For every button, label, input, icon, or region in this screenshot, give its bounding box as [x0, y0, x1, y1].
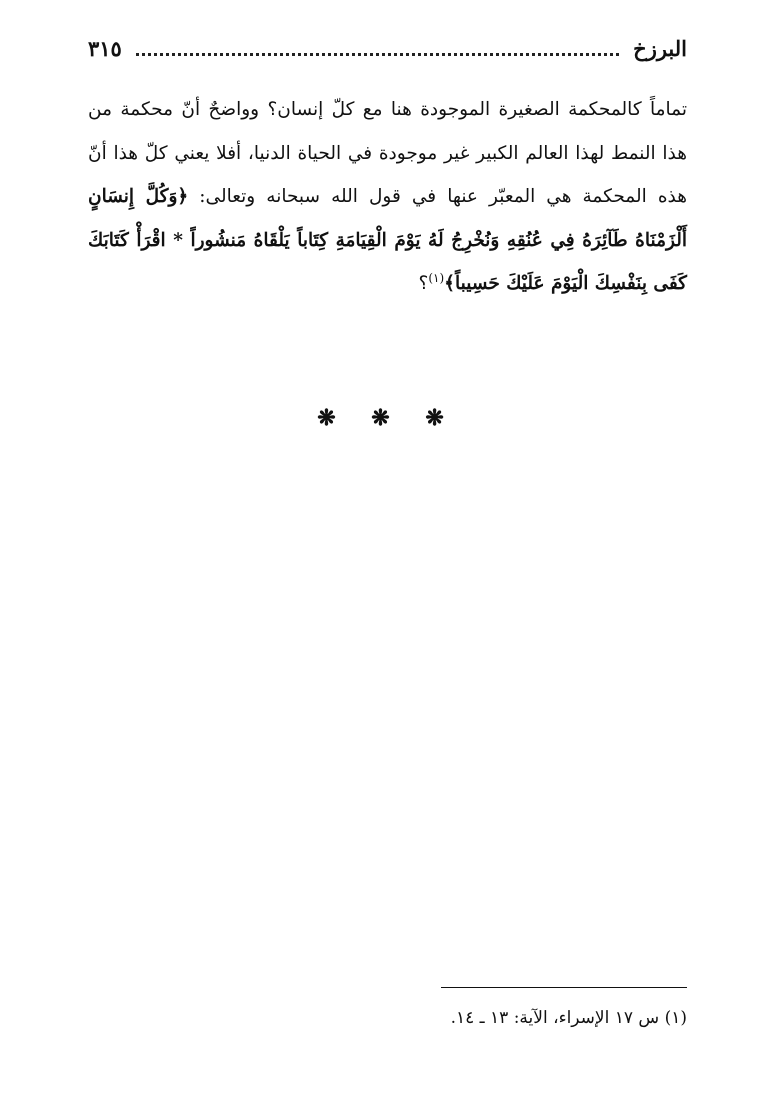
footnote-divider [441, 987, 687, 988]
page-header [88, 30, 687, 66]
question-mark: ؟ [418, 273, 429, 294]
quran-verse: ﴿وَكُلَّ إِنسَانٍ أَلْزَمْنَاهُ طَآئِرَهُ فِي عُنُقِهِ وَنُخْرِجُ لَهُ يَوْمَ الْقِيَامَةِ كِتَاباً يَلْقَاهُ مَنشُوراً * اقْرَأْ كَتَابَكَ كَفَى بِنَفْسِكَ الْيَوْمَ عَلَيْكَ حَسِيباً﴾ [88, 186, 687, 294]
footnote: (١) س ١٧ الإسراء، الآية: ١٣ ـ ١٤. [450, 1008, 687, 1028]
paragraph-text: تماماً كالمحكمة الصغيرة الموجودة هنا مع كلّ إنسان؟ وواضحٌ أنّ محكمة من هذا النمط لهذا العالم الكبير غير موجودة في الحياة الدنيا، أفلا يعني كلّ هذا أنّ هذه المحكمة هي المعبّر عنها في قول الله سبحانه وتعالى: [88, 99, 687, 207]
page-number: ٣١٥ [88, 35, 122, 61]
section-separator: ❋ ❋ ❋ [317, 405, 458, 431]
main-paragraph [88, 88, 687, 306]
header-dotted-leader [136, 53, 619, 56]
chapter-title: البرزخ [633, 35, 687, 61]
footnote-reference: (١) [428, 270, 445, 285]
